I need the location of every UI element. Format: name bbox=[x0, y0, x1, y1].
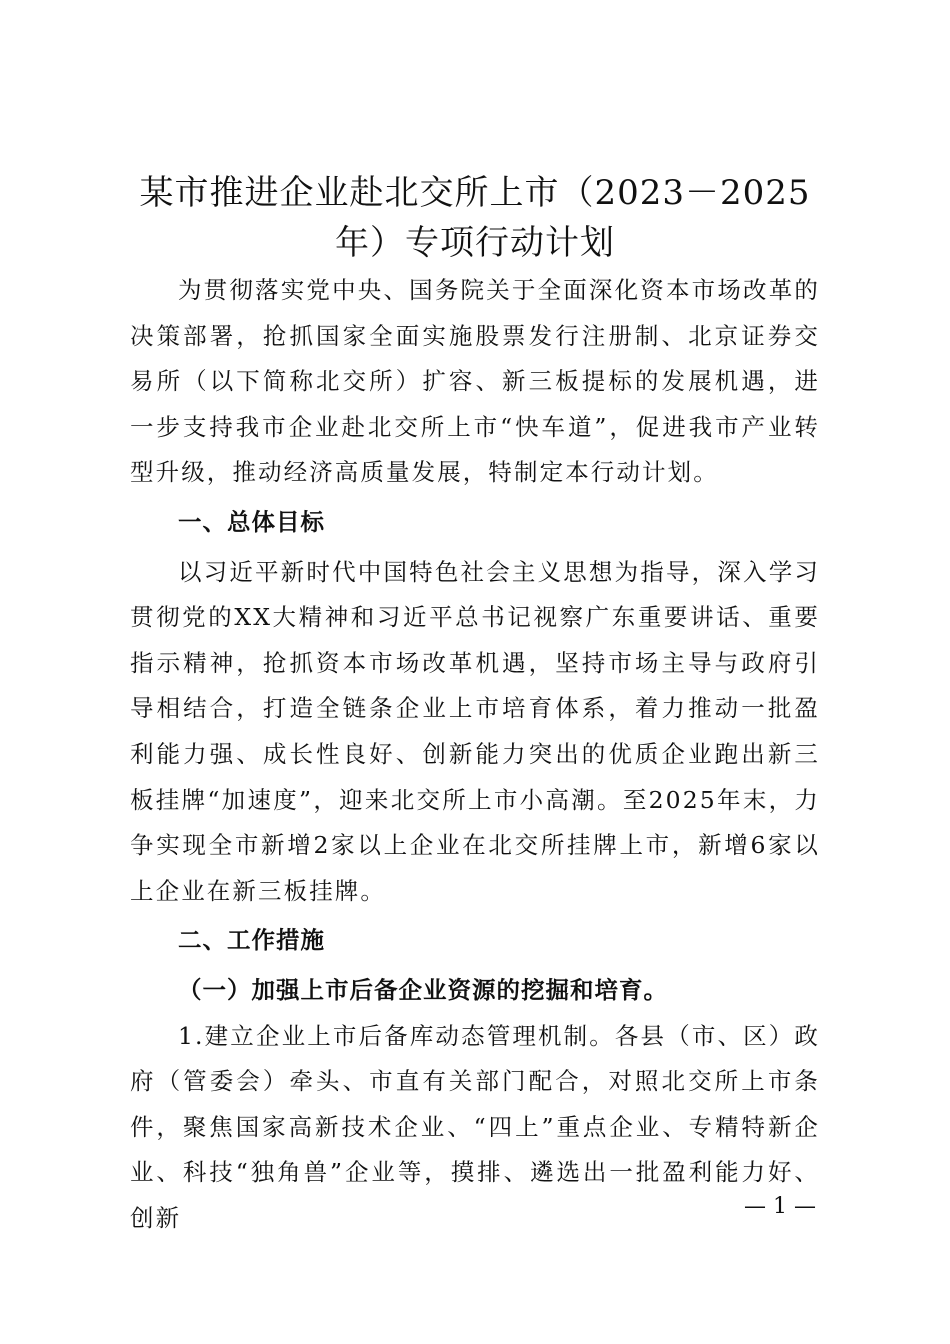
page-number: — 1 — bbox=[744, 1194, 816, 1219]
document-body bbox=[130, 268, 820, 1241]
intro-paragraph: 为贯彻落实党中央、国务院关于全面深化资本市场改革的决策部署，抢抓国家全面实施股票发行注册制、北京证券交易所（以下简称北交所）扩容、新三板提标的发展机遇，进一步支持我市企业赴北交所上市“快车道”，促进我市产业转型升级，推动经济高质量发展，特制定本行动计划。 bbox=[130, 276, 820, 487]
section-heading-overall-goals: 一、总体目标 bbox=[178, 507, 325, 536]
section-heading-work-measures: 二、工作措施 bbox=[178, 926, 325, 955]
document-title: 某市推进企业赴北交所上市（2023－2025年）专项行动计划 bbox=[139, 173, 811, 263]
subsection-heading-reserve-enterprises: （一）加强上市后备企业资源的挖掘和培育。 bbox=[178, 975, 668, 1004]
item-1-paragraph: 1.建立企业上市后备库动态管理机制。各县（市、区）政府（管委会）牵头、市直有关部门配合，对照北交所上市条件，聚焦国家高新技术企业、“四上”重点企业、专精特新企业、科技“独角兽”企业等，摸排、遴选出一批盈利能力好、创新 bbox=[130, 1021, 820, 1232]
overall-goals-paragraph: 以习近平新时代中国特色社会主义思想为指导，深入学习贯彻党的XX大精神和习近平总书记视察广东重要讲话、重要指示精神，抢抓资本市场改革机遇，坚持市场主导与政府引导相结合，打造全链条企业上市培育体系，着力推动一批盈利能力强、成长性良好、创新能力突出的优质企业跑出新三板挂牌“加速度”，迎来北交所上市小高潮。至2025年末，力争实现全市新增2家以上企业在北交所挂牌上市，新增6家以上企业在新三板挂牌。 bbox=[130, 557, 820, 905]
